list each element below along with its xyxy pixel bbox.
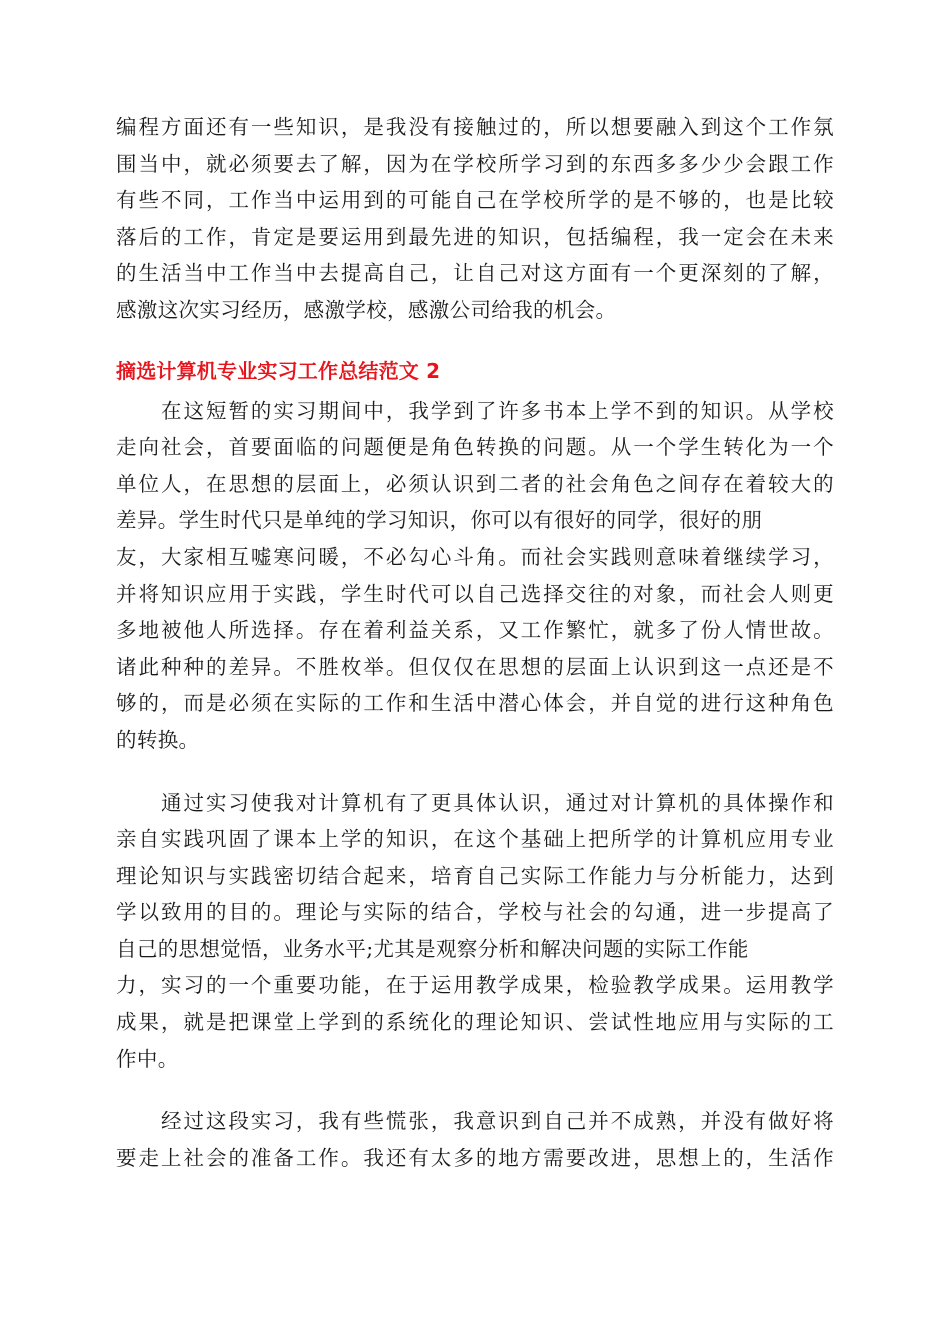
text-line: 理论知识与实践密切结合起来，培育自己实际工作能力与分析能力，达到	[116, 863, 834, 888]
paragraph-3	[116, 1103, 834, 1176]
paragraph-1	[116, 393, 834, 759]
text-line: 亲自实践巩固了课本上学的知识，在这个基础上把所学的计算机应用专业	[116, 827, 834, 852]
text-line: 落后的工作，肯定是要运用到最先进的知识，包括编程，我一定会在未来	[116, 224, 834, 249]
paragraph-intro	[116, 109, 834, 329]
text-line: 单位人，在思想的层面上，必须认识到二者的社会角色之间存在着较大的	[116, 471, 834, 496]
text-line: 走向社会，首要面临的问题便是角色转换的问题。从一个学生转化为一个	[116, 435, 834, 460]
text-line: 经过这段实习，我有些慌张，我意识到自己并不成熟，并没有做好将	[116, 1109, 834, 1134]
text-line: 在这短暂的实习期间中，我学到了许多书本上学不到的知识。从学校	[116, 398, 834, 423]
text-line: 自己的思想觉悟，业务水平;尤其是观察分析和解决问题的实际工作能	[116, 936, 749, 961]
text-line: 力，实习的一个重要功能，在于运用教学成果，检验教学成果。运用教学	[116, 973, 834, 998]
text-line: 多地被他人所选择。存在着利益关系，又工作繁忙，就多了份人情世故。	[116, 618, 834, 643]
text-line: 成果，就是把课堂上学到的系统化的理论知识、尝试性地应用与实际的工	[116, 1010, 834, 1035]
text-line: 围当中，就必须要去了解，因为在学校所学习到的东西多多少少会跟工作	[116, 151, 834, 176]
paragraph-2	[116, 785, 834, 1078]
text-line: 通过实习使我对计算机有了更具体认识，通过对计算机的具体操作和	[116, 790, 834, 815]
text-line: 要走上社会的准备工作。我还有太多的地方需要改进，思想上的，生活作	[116, 1145, 834, 1170]
text-line: 友，大家相互嘘寒问暖，不必勾心斗角。而社会实践则意味着继续学习，	[116, 544, 834, 569]
text-line: 编程方面还有一些知识，是我没有接触过的，所以想要融入到这个工作氛	[116, 115, 834, 139]
text-line: 差异。学生时代只是单纯的学习知识，你可以有很好的同学，很好的朋	[116, 508, 763, 533]
document-page	[116, 109, 834, 1176]
text-line: 够的，而是必须在实际的工作和生活中潜心体会，并自觉的进行这种角色	[116, 691, 834, 716]
text-line: 的生活当中工作当中去提高自己，让自己对这方面有一个更深刻的了解，	[116, 261, 834, 286]
text-line: 并将知识应用于实践，学生时代可以自己选择交往的对象，而社会人则更	[116, 581, 834, 606]
text-line: 学以致用的目的。理论与实际的结合，学校与社会的勾通，进一步提高了	[116, 900, 834, 925]
text-line: 有些不同，工作当中运用到的可能自己在学校所学的是不够的，也是比较	[116, 188, 834, 213]
text-line: 作中。	[116, 1046, 179, 1071]
paragraph-spacer	[116, 759, 834, 785]
text-line: 感激这次实习经历，感激学校，感激公司给我的机会。	[116, 297, 617, 322]
section-heading: 摘选计算机专业实习工作总结范文 2	[116, 358, 441, 383]
text-line: 的转换。	[116, 727, 200, 752]
text-line: 诸此种种的差异。不胜枚举。但仅仅在思想的层面上认识到这一点还是不	[116, 654, 834, 679]
paragraph-spacer	[116, 1077, 834, 1103]
